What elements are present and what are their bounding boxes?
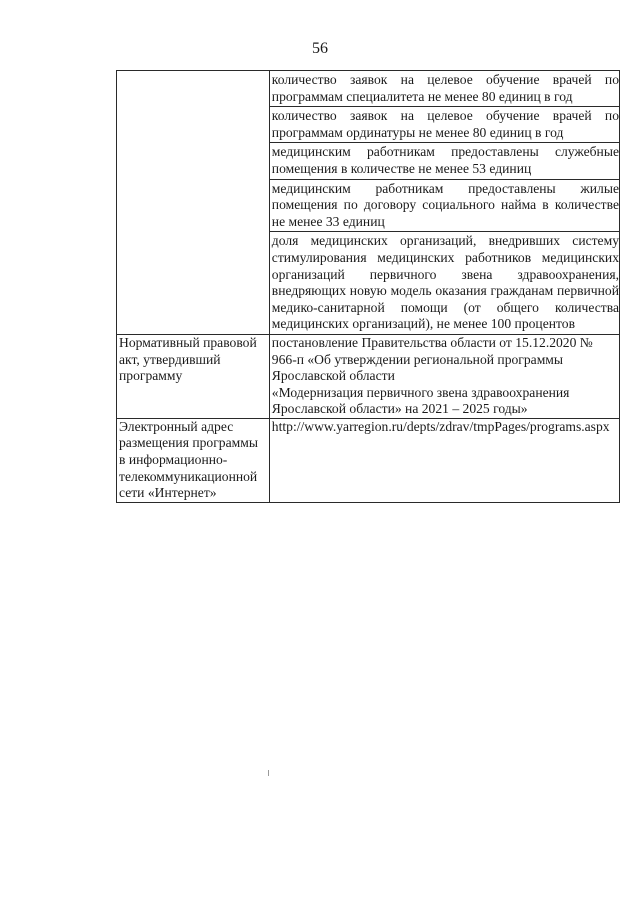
indicator-item: количество заявок на целевое обучение врачей по программам ординатуры не менее 80 единиц в год	[270, 107, 619, 143]
indicators-row	[117, 71, 620, 335]
indicators-label-cell	[117, 71, 270, 335]
legal-act-line-2: «Модернизация первичного звена здравоохранения Ярославской области» на 2021 – 2025 годы»	[271, 384, 570, 417]
indicator-item: медицинским работникам предоставлены служебные помещения в количестве не менее 53 единиц	[270, 143, 619, 179]
legal-act-value	[269, 334, 619, 418]
scan-mark	[268, 770, 269, 776]
legal-act-row	[117, 334, 620, 418]
web-address-link[interactable]: http://www.yarregion.ru/depts/zdrav/tmpPages/programs.aspx	[269, 418, 619, 502]
web-address-row	[117, 418, 620, 502]
web-address-label: Электронный адрес размещения программы в информационно-телекоммуникационной сети «Интернет»	[117, 418, 270, 502]
indicators-cell	[269, 71, 619, 335]
legal-act-line-1: постановление Правительства области от 15.12.2020 № 966-п «Об утверждении региональной программы Ярославской области	[271, 334, 593, 384]
indicator-item: количество заявок на целевое обучение врачей по программам специалитета не менее 80 единиц в год	[270, 71, 619, 107]
indicator-item: доля медицинских организаций, внедривших систему стимулирования медицинских работников медицинских организаций первичного звена здравоохранения, внедряющих новую модель оказания гражданам первичной медико-санитарной помощи (от общего количества медицинских организаций), не менее 100 процентов	[271, 233, 619, 332]
legal-act-label: Нормативный правовой акт, утвердивший программу	[117, 334, 270, 418]
program-passport-table	[116, 70, 620, 503]
page-number: 56	[312, 40, 328, 57]
indicator-item: медицинским работникам предоставлены жилые помещения по договору социального найма в количестве не менее 33 единиц	[270, 180, 619, 233]
